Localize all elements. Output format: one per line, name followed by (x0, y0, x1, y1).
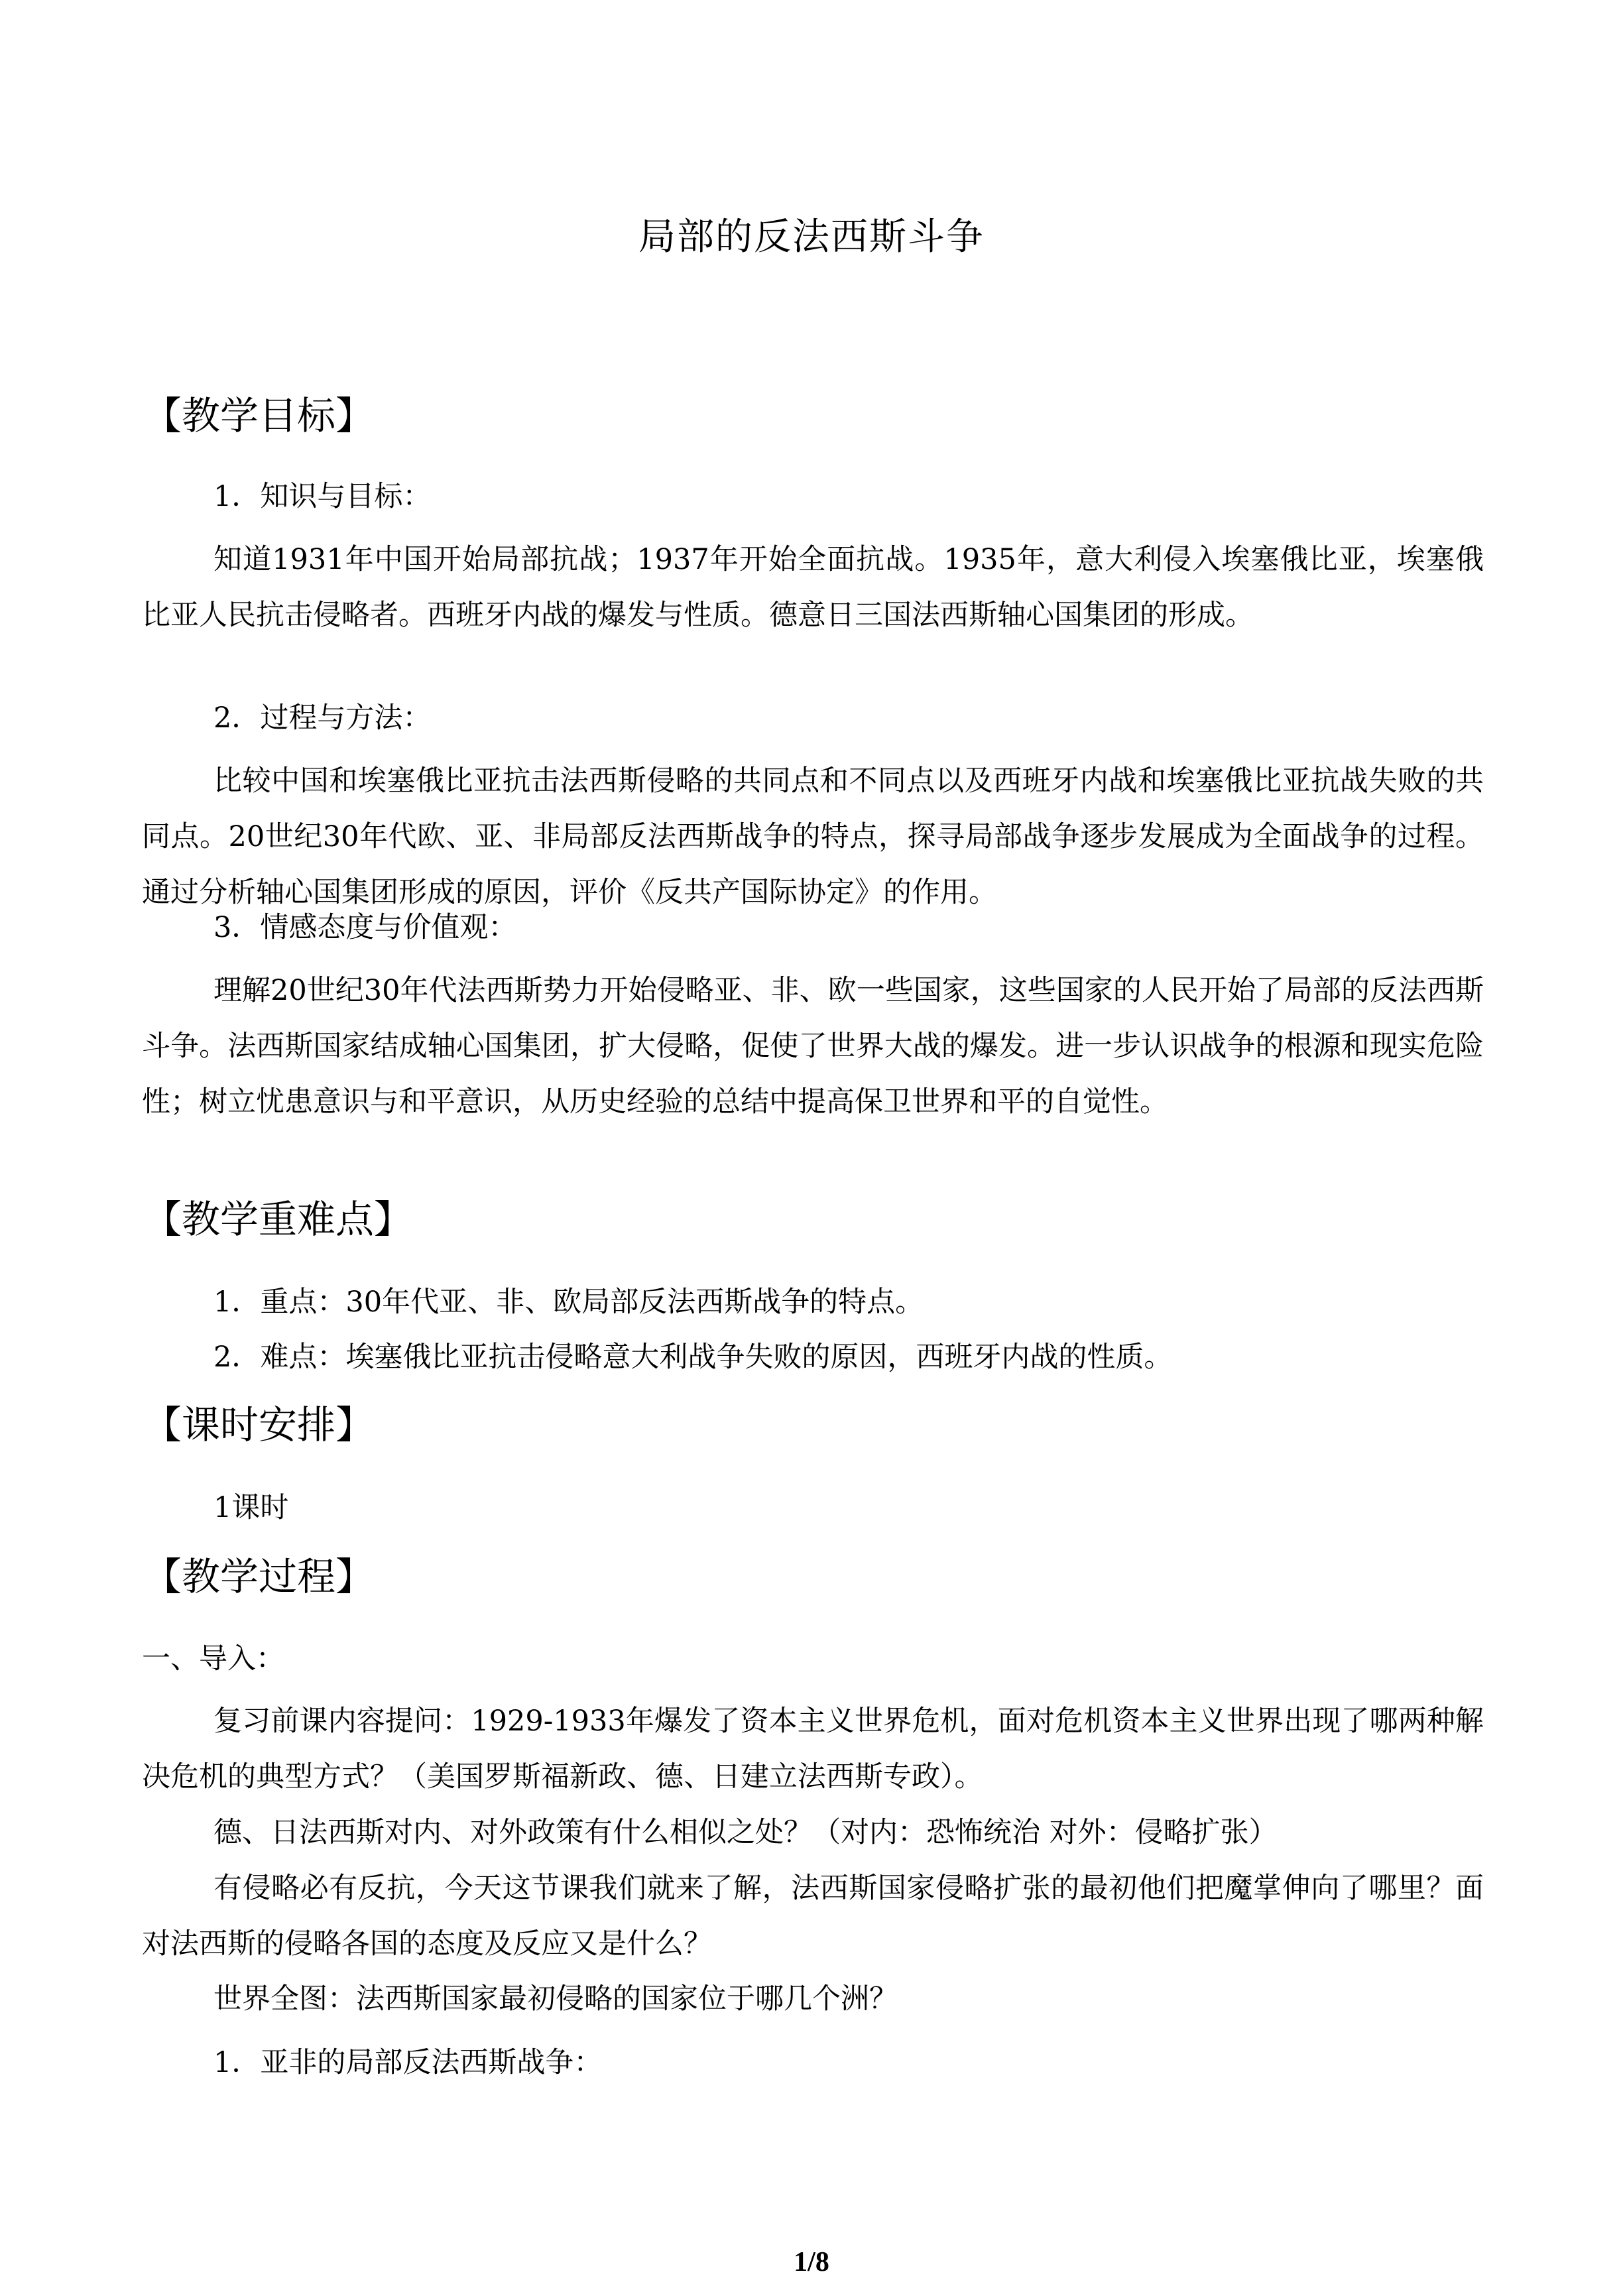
heading-keypoints: 【教学重难点】 (143, 1197, 413, 1242)
objective-paragraph-1: 知道1931年中国开始局部抗战；1937年开始全面抗战。1935年，意大利侵入埃塞俄比亚，埃塞俄比亚人民抗击侵略者。西班牙内战的爆发与性质。德意日三国法西斯轴心国集团的形成。 (142, 543, 1484, 632)
keypoint-item-1: 1．重点：30年代亚、非、欧局部反法西斯战争的特点。 (213, 1286, 924, 1319)
objective-paragraph-3: 理解20世纪30年代法西斯势力开始侵略亚、非、欧一些国家，这些国家的人民开始了局部的反法西斯斗争。法西斯国家结成轴心国集团，扩大侵略，促使了世界大战的爆发。进一步认识战争的根源和现实危险性；树立忧患意识与和平意识，从历史经验的总结中提高保卫世界和平的自觉性。 (142, 974, 1484, 1118)
heading-process: 【教学过程】 (143, 1554, 375, 1599)
process-subheading-1: 一、导入： (142, 1642, 284, 1675)
schedule-item-1: 1课时 (213, 1491, 289, 1524)
objective-item-2: 2．过程与方法： (213, 701, 432, 735)
process-item-1: 1．亚非的局部反法西斯战争： (213, 2046, 603, 2079)
page-number: 1/8 (794, 2247, 829, 2277)
document-title: 局部的反法西斯斗争 (638, 215, 985, 259)
heading-objectives: 【教学目标】 (143, 393, 375, 438)
process-paragraph-4: 世界全图：法西斯国家最初侵略的国家位于哪几个洲？ (213, 1982, 898, 2016)
keypoint-item-2: 2．难点：埃塞俄比亚抗击侵略意大利战争失败的原因，西班牙内战的性质。 (213, 1341, 1173, 1374)
objective-item-3: 3．情感态度与价值观： (213, 911, 517, 944)
process-paragraph-1: 复习前课内容提问：1929-1933年爆发了资本主义世界危机，面对危机资本主义世界出现了哪两种解决危机的典型方式？（美国罗斯福新政、德、日建立法西斯专政）。 (142, 1705, 1484, 1793)
process-paragraph-3: 有侵略必有反抗，今天这节课我们就来了解，法西斯国家侵略扩张的最初他们把魔掌伸向了哪里？面对法西斯的侵略各国的态度及反应又是什么？ (142, 1872, 1484, 1961)
heading-schedule: 【课时安排】 (143, 1402, 375, 1447)
process-paragraph-2: 德、日法西斯对内、对外政策有什么相似之处？（对内：恐怖统治 对外：侵略扩张） (213, 1816, 1278, 1849)
objective-paragraph-2: 比较中国和埃塞俄比亚抗击法西斯侵略的共同点和不同点以及西班牙内战和埃塞俄比亚抗战失败的共同点。20世纪30年代欧、亚、非局部反法西斯战争的特点，探寻局部战争逐步发展成为全面战争的过程。通过分析轴心国集团形成的原因，评价《反共产国际协定》的作用。 (142, 764, 1484, 909)
objective-item-1: 1．知识与目标： (213, 480, 432, 513)
